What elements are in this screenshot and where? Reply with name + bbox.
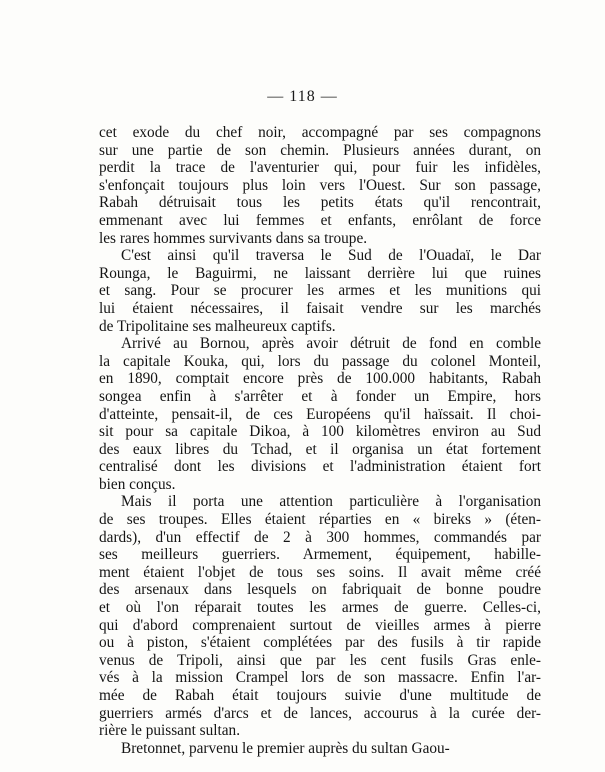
text-line: bien conçus.	[99, 475, 176, 493]
text-line: rière le puissant sultan.	[99, 722, 241, 740]
paragraph	[99, 740, 541, 758]
paragraph	[99, 493, 541, 739]
text-line: dards), d'un effectif de 2 à 300 hommes, commandés par	[99, 528, 541, 546]
text-line: de ses troupes. Elles étaient réparties en « bireks » (éten-	[99, 511, 541, 529]
text-line: emmenant avec lui femmes et enfants, enrôlant de force	[99, 211, 541, 229]
text-line: C'est ainsi qu'il traversa le Sud de l'Ouadaï, le Dar	[121, 247, 541, 265]
paragraph	[99, 335, 541, 493]
text-line: s'enfonçait toujours plus loin vers l'Ouest. Sur son passage,	[99, 176, 541, 194]
body-text	[99, 124, 541, 757]
paragraph	[99, 124, 541, 247]
text-line: sit pour sa capitale Dikoa, à 100 kilomètres environ au Sud	[99, 423, 541, 441]
text-line: sur une partie de son chemin. Plusieurs années durant, on	[99, 141, 541, 159]
text-line: venus de Tripoli, ainsi que par les cent fusils Gras enle-	[99, 651, 541, 669]
text-line: la capitale Kouka, qui, lors du passage du colonel Monteil,	[99, 352, 541, 370]
text-line: des arsenaux dans lesquels on fabriquait de bonne poudre	[99, 581, 541, 599]
text-line: Arrivé au Bornou, après avoir détruit de fond en comble	[121, 335, 541, 353]
text-line: Bretonnet, parvenu le premier auprès du sultan Gaou-	[121, 739, 450, 757]
text-line: et où l'on réparait toutes les armes de guerre. Celles-ci,	[99, 599, 541, 617]
text-line: Rounga, le Baguirmi, ne laissant derrière lui que ruines	[99, 264, 541, 282]
text-line: perdit la trace de l'aventurier qui, pour fuir les infidèles,	[99, 159, 541, 177]
text-line: cet exode du chef noir, accompagné par ses compagnons	[99, 124, 541, 141]
paragraph	[99, 247, 541, 335]
page-number: — 118 —	[267, 88, 338, 105]
text-line: ou à piston, s'étaient complétées par des fusils à tir rapide	[99, 634, 541, 652]
text-line: guerriers armés d'arcs et de lances, accourus à la curée der-	[99, 704, 541, 722]
text-line: ses meilleurs guerriers. Armement, équipement, habille-	[99, 546, 541, 564]
text-line: songea enfin à s'arrêter et à fonder un Empire, hors	[99, 387, 541, 405]
text-line: Rabah détruisait tous les petits états qu'il rencontrait,	[99, 194, 541, 212]
text-line: d'atteinte, pensait-il, de ces Européens qu'il haïssait. Il choi-	[99, 405, 541, 423]
text-line: qui d'abord comprenaient surtout de vieilles armes à pierre	[99, 616, 541, 634]
text-line: des eaux libres du Tchad, et il organisa un état fortement	[99, 440, 541, 458]
text-line: de Tripolitaine ses malheureux captifs.	[99, 317, 336, 335]
text-line: et sang. Pour se procurer les armes et les munitions qui	[99, 282, 541, 300]
text-line: mée de Rabah était toujours suivie d'une multitude de	[99, 687, 541, 704]
text-line: en 1890, comptait encore près de 100.000 habitants, Rabah	[99, 370, 541, 388]
text-line: vés à la mission Crampel lors de son massacre. Enfin l'ar-	[99, 669, 541, 687]
text-line: ment étaient l'objet de tous ses soins. Il avait même créé	[99, 563, 541, 581]
text-line: les rares hommes survivants dans sa troupe.	[99, 229, 368, 247]
text-line: centralisé dont les divisions et l'administration étaient fort	[99, 458, 541, 476]
text-line: Mais il porta une attention particulière à l'organisation	[121, 493, 541, 511]
text-line: lui étaient nécessaires, il faisait vendre sur les marchés	[99, 299, 541, 317]
